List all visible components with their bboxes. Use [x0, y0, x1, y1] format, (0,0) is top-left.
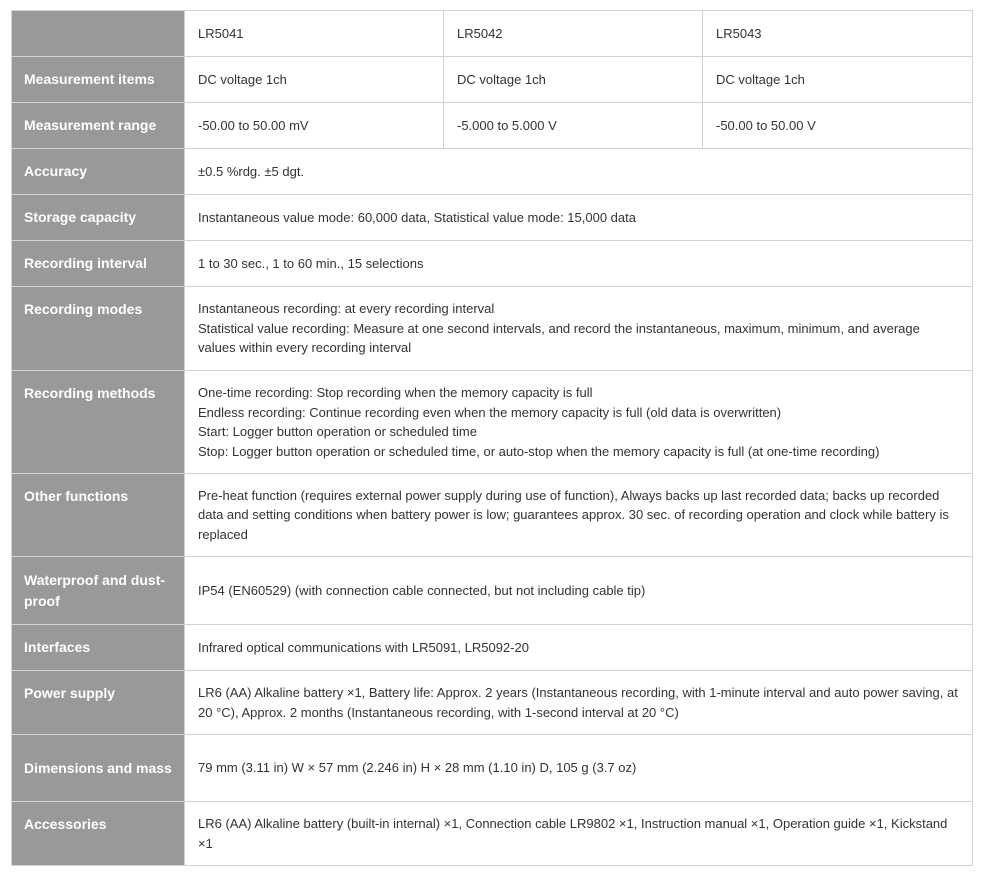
- recording-methods-line: One-time recording: Stop recording when the memory capacity is full: [198, 385, 593, 400]
- accuracy-value: ±0.5 %rdg. ±5 dgt.: [185, 149, 973, 195]
- row-label-interfaces: Interfaces: [12, 625, 185, 671]
- interfaces-value: Infrared optical communications with LR5091, LR5092-20: [185, 625, 973, 671]
- other-functions-value: Pre-heat function (requires external power supply during use of function), Always backs up last recorded data; backs up recorded data and setting conditions when battery power is low; guarantees approx. 30 sec. of recording operation and clock while battery is replaced: [185, 474, 973, 557]
- table-row: [12, 371, 973, 474]
- row-label-accuracy: Accuracy: [12, 149, 185, 195]
- recording-modes-line: Statistical value recording: Measure at one second intervals, and record the instantaneous, maximum, minimum, and average values within every recording interval: [198, 320, 920, 356]
- row-label-power-supply: Power supply: [12, 671, 185, 735]
- measurement-items-lr5043: DC voltage 1ch: [703, 57, 973, 103]
- row-label-accessories: Accessories: [12, 802, 185, 866]
- row-label-waterproof: Waterproof and dust-proof: [12, 557, 185, 625]
- row-label-other-functions: Other functions: [12, 474, 185, 557]
- measurement-range-lr5042: -5.000 to 5.000 V: [444, 103, 703, 149]
- table-row: [12, 735, 973, 802]
- table-row: [12, 557, 973, 625]
- recording-methods-line: Endless recording: Continue recording even when the memory capacity is full (old data is overwritten): [198, 404, 782, 420]
- recording-methods-line: Start: Logger button operation or scheduled time: [198, 424, 477, 439]
- table-row: [12, 241, 973, 287]
- model-header-lr5043: LR5043: [703, 11, 973, 57]
- table-row: [12, 474, 973, 557]
- recording-methods-value: [185, 371, 973, 474]
- recording-interval-value: 1 to 30 sec., 1 to 60 min., 15 selections: [185, 241, 973, 287]
- recording-modes-line: Instantaneous recording: at every recording interval: [198, 301, 495, 317]
- table-row: [12, 287, 973, 371]
- dimensions-value: 79 mm (3.11 in) W × 57 mm (2.246 in) H × 28 mm (1.10 in) D, 105 g (3.7 oz): [185, 735, 973, 802]
- measurement-range-lr5041: -50.00 to 50.00 mV: [185, 103, 444, 149]
- table-row: [12, 103, 973, 149]
- measurement-items-lr5041: DC voltage 1ch: [185, 57, 444, 103]
- row-label-recording-interval: Recording interval: [12, 241, 185, 287]
- row-label-recording-modes: Recording modes: [12, 287, 185, 371]
- table-row: [12, 625, 973, 671]
- table-row: [12, 802, 973, 866]
- row-label-dimensions: Dimensions and mass: [12, 735, 185, 802]
- table-row: [12, 671, 973, 735]
- measurement-range-lr5043: -50.00 to 50.00 V: [703, 103, 973, 149]
- power-supply-value: LR6 (AA) Alkaline battery ×1, Battery life: Approx. 2 years (Instantaneous recording, with 1-minute interval and auto power saving, at 20 °C), Approx. 2 months (Instantaneous recording, with 1-second interval at 20 °C): [185, 671, 973, 735]
- table-row: [12, 195, 973, 241]
- row-label-storage-capacity: Storage capacity: [12, 195, 185, 241]
- model-header-lr5042: LR5042: [444, 11, 703, 57]
- accessories-value: LR6 (AA) Alkaline battery (built-in internal) ×1, Connection cable LR9802 ×1, Instruction manual ×1, Operation guide ×1, Kickstand ×1: [185, 802, 973, 866]
- table-row: [12, 149, 973, 195]
- measurement-items-lr5042: DC voltage 1ch: [444, 57, 703, 103]
- row-label-recording-methods: Recording methods: [12, 371, 185, 474]
- row-label-measurement-items: Measurement items: [12, 57, 185, 103]
- waterproof-value: IP54 (EN60529) (with connection cable connected, but not including cable tip): [185, 557, 973, 625]
- table-row: [12, 57, 973, 103]
- recording-modes-value: [185, 287, 973, 371]
- table-header-row: [12, 11, 973, 57]
- spec-table: [11, 10, 973, 866]
- row-label-measurement-range: Measurement range: [12, 103, 185, 149]
- storage-capacity-value: Instantaneous value mode: 60,000 data, Statistical value mode: 15,000 data: [185, 195, 973, 241]
- corner-cell: [12, 11, 185, 57]
- recording-methods-line: Stop: Logger button operation or scheduled time, or auto-stop when the memory capacity is full (at one-time recording): [198, 443, 880, 459]
- model-header-lr5041: LR5041: [185, 11, 444, 57]
